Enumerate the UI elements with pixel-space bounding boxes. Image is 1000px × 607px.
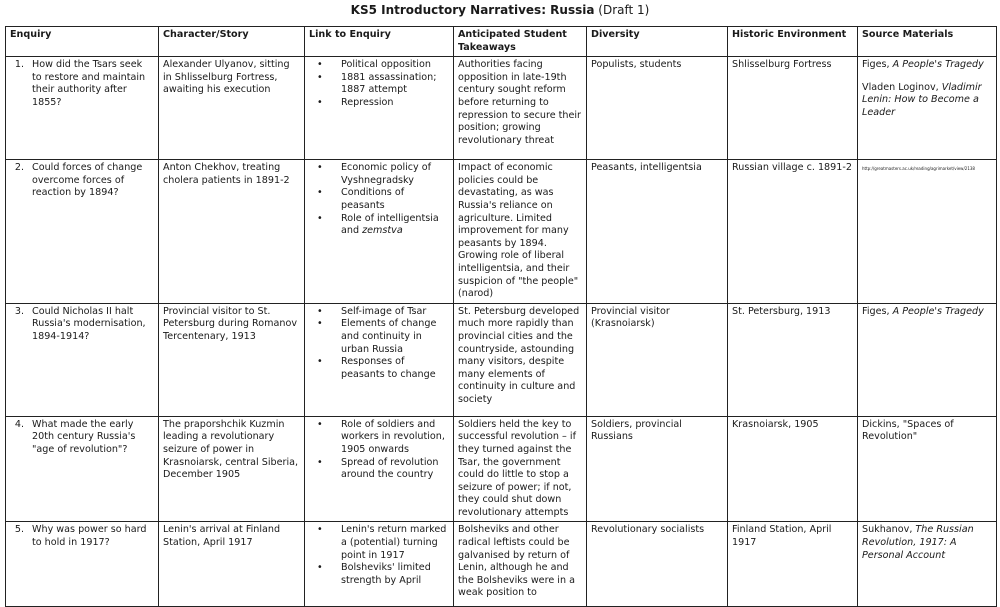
- header-sources: Source Materials: [858, 27, 997, 57]
- enquiry-number: 5.: [14, 524, 24, 536]
- link-item: • 1881 assassination; 1887 attempt: [333, 72, 449, 97]
- header-enquiry: Enquiry: [6, 27, 159, 57]
- enquiry-text: How did the Tsars seek to restore and maintain their authority after 1855?: [32, 59, 146, 108]
- diversity-cell: Peasants, intelligentsia: [587, 160, 728, 304]
- enquiry-text: Could forces of change overcome forces of reaction by 1894?: [32, 162, 143, 199]
- enquiry-cell: [6, 57, 159, 160]
- header-row: [6, 27, 997, 57]
- diversity-cell: Populists, students: [587, 57, 728, 160]
- sources-cell: [858, 416, 997, 522]
- sources-cell: [858, 160, 997, 304]
- character-cell: Anton Chekhov, treating cholera patients in 1891-2: [159, 160, 305, 304]
- link-item: • Role of soldiers and workers in revolution, 1905 onwards: [333, 419, 449, 457]
- link-cell: [305, 416, 454, 522]
- sources-cell: [858, 522, 997, 607]
- source-entry: Figes, A People's Tragedy: [862, 305, 984, 317]
- diversity-cell: Revolutionary socialists: [587, 522, 728, 607]
- table-row: [6, 416, 997, 522]
- header-takeaways: Anticipated Student Takeaways: [454, 27, 587, 57]
- link-item: • Repression: [333, 97, 449, 110]
- enquiry-number: 4.: [14, 418, 24, 430]
- link-cell: [305, 160, 454, 304]
- source-url-link[interactable]: http://greatmasters.ac.uk/reading/agrimarket/view/2138: [862, 166, 975, 172]
- enquiry-cell: [6, 160, 159, 304]
- header-link: Link to Enquiry: [305, 27, 454, 57]
- title-draft: (Draft 1): [598, 3, 650, 17]
- character-cell: Alexander Ulyanov, sitting in Shlisselburg Fortress, awaiting his execution: [159, 57, 305, 160]
- link-item: • Lenin's return marked a (potential) turning point in 1917: [333, 524, 449, 562]
- narratives-table: [5, 26, 997, 607]
- table-row: [6, 160, 997, 304]
- character-cell: The praporshchik Kuzmin leading a revolutionary seizure of power in Krasnoiarsk, central Siberia, December 1905: [159, 416, 305, 522]
- link-item: • Political opposition: [333, 59, 449, 72]
- environment-cell: Krasnoiarsk, 1905: [728, 416, 858, 522]
- link-cell: [305, 303, 454, 416]
- source-entry: Sukhanov, The Russian Revolution, 1917: A Personal Account: [862, 524, 974, 561]
- environment-cell: Shlisselburg Fortress: [728, 57, 858, 160]
- link-item: • Spread of revolution around the country: [333, 457, 449, 482]
- title-main: KS5 Introductory Narratives: Russia: [350, 3, 595, 17]
- enquiry-number: 3.: [14, 305, 24, 317]
- enquiry-number: 1.: [14, 59, 24, 71]
- enquiry-cell: [6, 522, 159, 607]
- enquiry-text: What made the early 20th century Russia's "age of revolution"?: [32, 418, 136, 455]
- table-row: [6, 522, 997, 607]
- header-environment: Historic Environment: [728, 27, 858, 57]
- environment-cell: St. Petersburg, 1913: [728, 303, 858, 416]
- source-entry: Vladen Loginov, Vladimir Lenin: How to Become a Leader: [862, 81, 982, 118]
- sources-cell: [858, 57, 997, 160]
- enquiry-number: 2.: [14, 162, 24, 174]
- enquiry-cell: [6, 303, 159, 416]
- link-cell: [305, 522, 454, 607]
- link-item: • Economic policy of Vyshnegradsky: [333, 162, 449, 187]
- takeaways-cell: Soldiers held the key to successful revolution – if they turned against the Tsar, the government could do little to stop a seizure of power; if not, they could shut down revolutionary attempts: [454, 416, 587, 522]
- link-item: • Elements of change and continuity in urban Russia: [333, 318, 449, 356]
- diversity-cell: Soldiers, provincial Russians: [587, 416, 728, 522]
- link-item: • Bolsheviks' limited strength by April: [333, 562, 449, 587]
- takeaways-cell: Impact of economic policies could be devastating, as was Russia's reliance on agriculture. Limited improvement for many peasants by 1894. Growing role of liberal intelligentsia, and their suspicion of "the people" (narod): [454, 160, 587, 304]
- link-cell: [305, 57, 454, 160]
- character-cell: Lenin's arrival at Finland Station, April 1917: [159, 522, 305, 607]
- diversity-cell: Provincial visitor (Krasnoiarsk): [587, 303, 728, 416]
- enquiry-text: Could Nicholas II halt Russia's modernisation, 1894-1914?: [32, 305, 146, 342]
- environment-cell: Finland Station, April 1917: [728, 522, 858, 607]
- link-item: • Role of intelligentsia and zemstva: [333, 213, 449, 238]
- source-entry: Dickins, "Spaces of Revolution": [862, 418, 954, 443]
- enquiry-text: Why was power so hard to hold in 1917?: [32, 524, 147, 549]
- enquiry-cell: [6, 416, 159, 522]
- header-diversity: Diversity: [587, 27, 728, 57]
- source-entry: Figes, A People's Tragedy: [862, 59, 984, 71]
- header-character: Character/Story: [159, 27, 305, 57]
- takeaways-cell: Bolsheviks and other radical leftists could be galvanised by return of Lenin, although he and the Bolsheviks were in a weak position to: [454, 522, 587, 607]
- character-cell: Provincial visitor to St. Petersburg during Romanov Tercentenary, 1913: [159, 303, 305, 416]
- table-row: [6, 57, 997, 160]
- takeaways-cell: St. Petersburg developed much more rapidly than provincial cities and the countryside, astounding many visitors, despite many elements of continuity in culture and society: [454, 303, 587, 416]
- table-row: [6, 303, 997, 416]
- link-item: • Conditions of peasants: [333, 187, 449, 212]
- environment-cell: Russian village c. 1891-2: [728, 160, 858, 304]
- link-item: • Responses of peasants to change: [333, 356, 449, 381]
- document-title: [0, 2, 1000, 18]
- takeaways-cell: Authorities facing opposition in late-19th century sought reform before returning to repression to secure their position; growing revolutionary threat: [454, 57, 587, 160]
- link-item: • Self-image of Tsar: [333, 306, 449, 319]
- sources-cell: [858, 303, 997, 416]
